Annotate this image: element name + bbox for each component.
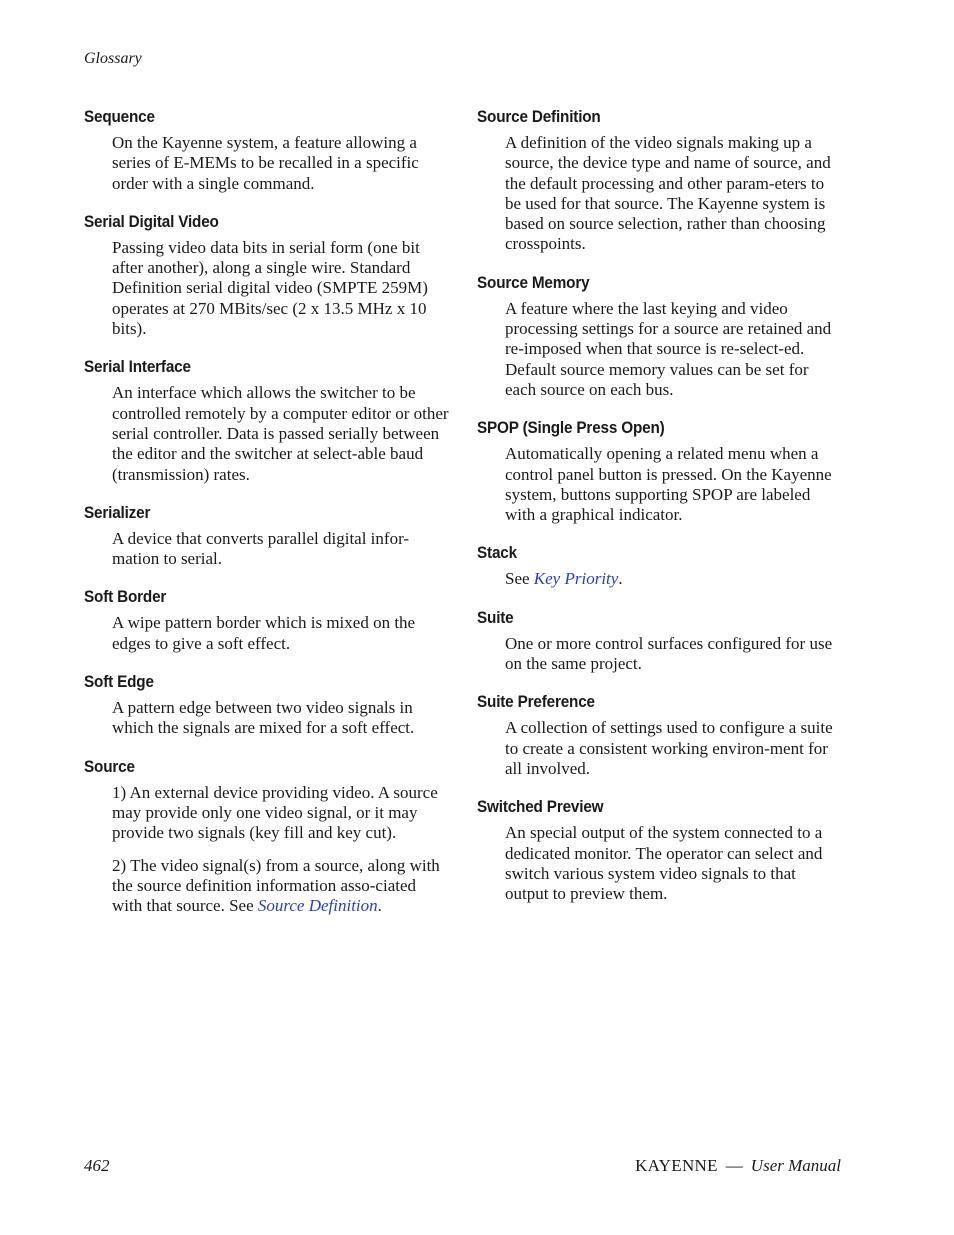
definition-paragraph xyxy=(112,238,449,339)
definition-text: A feature where the last keying and video processing settings for a source are retained and re-imposed when that source is re-select-ed. Default source memory values can be set for each source on each bus. xyxy=(505,298,832,399)
term-definition xyxy=(112,613,449,654)
term-title: Serializer xyxy=(84,502,151,522)
term-title: Switched Preview xyxy=(477,797,604,817)
term-definition xyxy=(505,634,842,675)
footer-product: KAYENNE xyxy=(635,1156,718,1175)
definition-text: A pattern edge between two video signals in which the signals are mixed for a soft effect. xyxy=(112,698,415,738)
term-definition xyxy=(505,569,842,589)
definition-paragraph xyxy=(112,856,449,917)
glossary-entry xyxy=(84,209,449,339)
definition-text: Automatically opening a related menu when a control panel button is pressed. On the Kayenne system, buttons supporting SPOP are labeled with a graphical indicator. xyxy=(505,444,832,525)
definition-text: An special output of the system connected to a dedicated monitor. The operator can select and switch various system video signals to that output to preview them. xyxy=(505,823,823,904)
page-number: 462 xyxy=(84,1156,110,1175)
term-title: Sequence xyxy=(84,107,155,126)
definition-text: See xyxy=(505,569,534,589)
definition-text: A wipe pattern border which is mixed on the edges to give a soft effect. xyxy=(112,613,416,653)
definition-paragraph xyxy=(112,698,449,739)
running-head: Glossary xyxy=(84,50,142,67)
glossary-entry xyxy=(84,500,449,570)
term-definition xyxy=(112,529,449,570)
glossary-entry xyxy=(477,794,842,904)
glossary-entry xyxy=(84,669,449,739)
definition-text: A collection of settings used to configure a suite to create a consistent working environ-ment for all involved. xyxy=(505,718,833,778)
term-title: Soft Edge xyxy=(84,672,154,692)
definition-text: An interface which allows the switcher to be controlled remotely by a computer editor or other serial controller. Data is passed serially between the editor and the switcher at select-able baud (transmission) rates. xyxy=(112,383,449,484)
cross-reference-link[interactable]: Source Definition xyxy=(257,896,378,916)
footer-separator: — xyxy=(725,1156,743,1175)
term-title: Source Definition xyxy=(477,107,601,126)
glossary-entry xyxy=(84,754,449,917)
term-title: Serial Interface xyxy=(84,357,191,377)
term-definition xyxy=(505,299,842,400)
glossary-entry xyxy=(84,104,449,194)
definition-paragraph xyxy=(112,613,449,654)
term-definition xyxy=(505,133,842,255)
definition-paragraph xyxy=(505,299,842,400)
term-title: Suite xyxy=(477,607,514,627)
definition-paragraph xyxy=(112,783,449,844)
term-definition xyxy=(505,444,842,525)
definition-paragraph xyxy=(505,823,842,904)
term-title: SPOP (Single Press Open) xyxy=(477,418,665,438)
definition-paragraph xyxy=(112,133,449,194)
glossary-entry xyxy=(84,584,449,654)
term-title: Suite Preference xyxy=(477,692,595,712)
definition-paragraph xyxy=(112,529,449,570)
definition-text: On the Kayenne system, a feature allowing a series of E-MEMs to be recalled in a specific order with a single command. xyxy=(112,133,419,193)
glossary-entry xyxy=(477,270,842,400)
definition-paragraph xyxy=(112,383,449,484)
glossary-entry xyxy=(477,104,842,255)
term-title: Source xyxy=(84,756,135,776)
definition-trailing-text: . xyxy=(377,896,382,916)
definition-text: 2) The video signal(s) from a source, along with the source definition information asso-ciated with that source. See xyxy=(112,855,440,916)
definition-text: 1) An external device providing video. A source may provide only one video signal, or it may provide two signals (key fill and key cut). xyxy=(112,782,438,843)
term-definition xyxy=(112,383,449,484)
term-definition xyxy=(112,133,449,194)
definition-trailing-text: . xyxy=(618,569,623,589)
glossary-entry xyxy=(84,354,449,484)
definition-text: A definition of the video signals making up a source, the device type and name of source, and the default processing and other param-eters to be used for that source. The Kayenne system is based on source selection, rather than choosing crosspoints. xyxy=(505,133,831,254)
glossary-entry xyxy=(477,689,842,779)
definition-text: A device that converts parallel digital infor-mation to serial. xyxy=(112,528,410,569)
definition-paragraph xyxy=(505,718,842,779)
glossary-entry xyxy=(477,415,842,525)
term-definition xyxy=(505,718,842,779)
definition-paragraph xyxy=(505,444,842,525)
footer-title xyxy=(635,1156,841,1176)
definition-paragraph xyxy=(505,133,842,255)
term-definition xyxy=(112,698,449,739)
footer-document: User Manual xyxy=(750,1156,841,1175)
term-title: Stack xyxy=(477,543,517,563)
definition-text: One or more control surfaces configured for use on the same project. xyxy=(505,633,833,674)
glossary-entry xyxy=(477,605,842,675)
term-title: Serial Digital Video xyxy=(84,211,219,231)
term-title: Soft Border xyxy=(84,587,167,607)
definition-paragraph xyxy=(505,569,842,589)
right-column xyxy=(477,104,842,919)
term-title: Source Memory xyxy=(477,272,590,292)
term-definition xyxy=(505,823,842,904)
glossary-entry xyxy=(477,540,842,589)
cross-reference-link[interactable]: Key Priority xyxy=(533,569,619,589)
left-column xyxy=(84,104,449,931)
definition-paragraph xyxy=(505,634,842,675)
term-definition xyxy=(112,238,449,339)
term-definition xyxy=(112,783,449,917)
definition-text: Passing video data bits in serial form (one bit after another), along a single wire. Standard Definition serial digital video (SMPTE 259M) operates at 270 MBits/sec (2 x 13.5 MHz x 10 bits). xyxy=(112,237,428,339)
